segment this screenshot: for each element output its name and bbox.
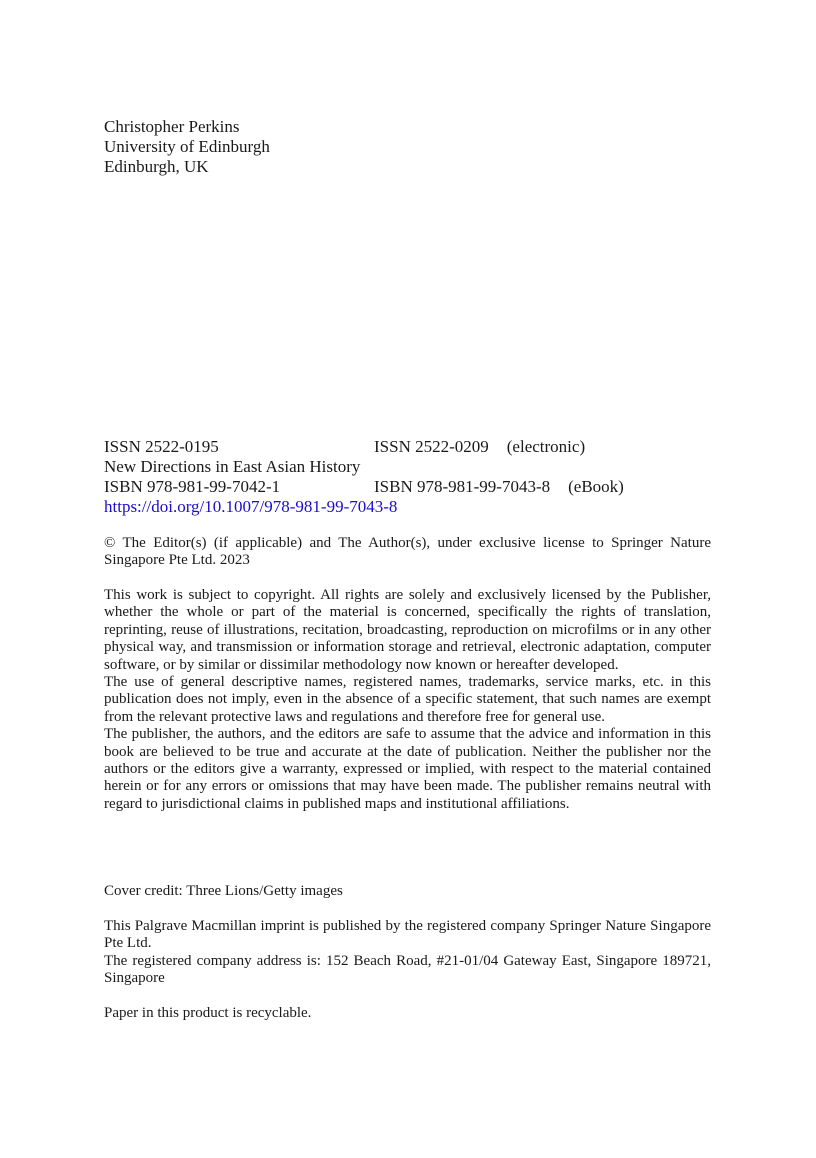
isbn-ebook: ISBN 978-981-99-7043-8: [374, 477, 551, 496]
issn-row: [104, 437, 711, 457]
imprint-statement: [104, 918, 711, 988]
isbn-row: [104, 477, 711, 497]
copyright-notice: © The Editor(s) (if applicable) and The Author(s), under exclusive license to Springer Nature Singapore Pte Ltd. 2023: [104, 535, 711, 569]
editor-location: Edinburgh, UK: [104, 157, 209, 176]
issn-electronic: ISSN 2522-0209: [374, 437, 489, 456]
rights-paragraph: This work is subject to copyright. All rights are solely and exclusively licensed by the Publisher, whether the whole or part of the material is concerned, specifically the rights of translation, reprinting, reuse of illustrations, recitation, broadcasting, reproduction on microfilms or in any other physical way, and transmission or information storage and retrieval, electronic adaptation, computer software, or by similar or dissimilar methodology now known or hereafter developed.: [104, 587, 711, 673]
editor-name: Christopher Perkins: [104, 117, 240, 136]
issn-print: ISSN 2522-0195: [104, 437, 219, 456]
doi-link[interactable]: https://doi.org/10.1007/978-981-99-7043-8: [104, 497, 398, 516]
imprint-address: The registered company address is: 152 Beach Road, #21-01/04 Gateway East, Singapore 189721, Singapore: [104, 952, 711, 987]
cover-credit: Cover credit: Three Lions/Getty images: [104, 883, 343, 899]
isbn-ebook-note: (eBook): [568, 477, 624, 496]
isbn-print: ISBN 978-981-99-7042-1: [104, 477, 281, 496]
paper-note: Paper in this product is recyclable.: [104, 1005, 312, 1021]
editor-address: [104, 117, 270, 177]
imprint-line: This Palgrave Macmillan imprint is published by the registered company Springer Nature Singapore Pte Ltd.: [104, 918, 711, 952]
rights-paragraph: The publisher, the authors, and the editors are safe to assume that the advice and information in this book are believed to be true and accurate at the date of publication. Neither the publisher nor the authors or the editors give a warranty, expressed or implied, with respect to the material contained herein or for any errors or omissions that may have been made. The publisher remains neutral with regard to jurisdictional claims in published maps and institutional affiliations.: [104, 726, 711, 812]
editor-affiliation: University of Edinburgh: [104, 137, 270, 156]
rights-paragraph: The use of general descriptive names, registered names, trademarks, service marks, etc. in this publication does not imply, even in the absence of a specific statement, that such names are exempt from the relevant protective laws and regulations and therefore free for general use.: [104, 674, 711, 725]
bibliographic-info: [104, 437, 711, 517]
issn-electronic-note: (electronic): [506, 437, 586, 456]
rights-statement: [104, 587, 711, 813]
series-title: New Directions in East Asian History: [104, 457, 361, 476]
